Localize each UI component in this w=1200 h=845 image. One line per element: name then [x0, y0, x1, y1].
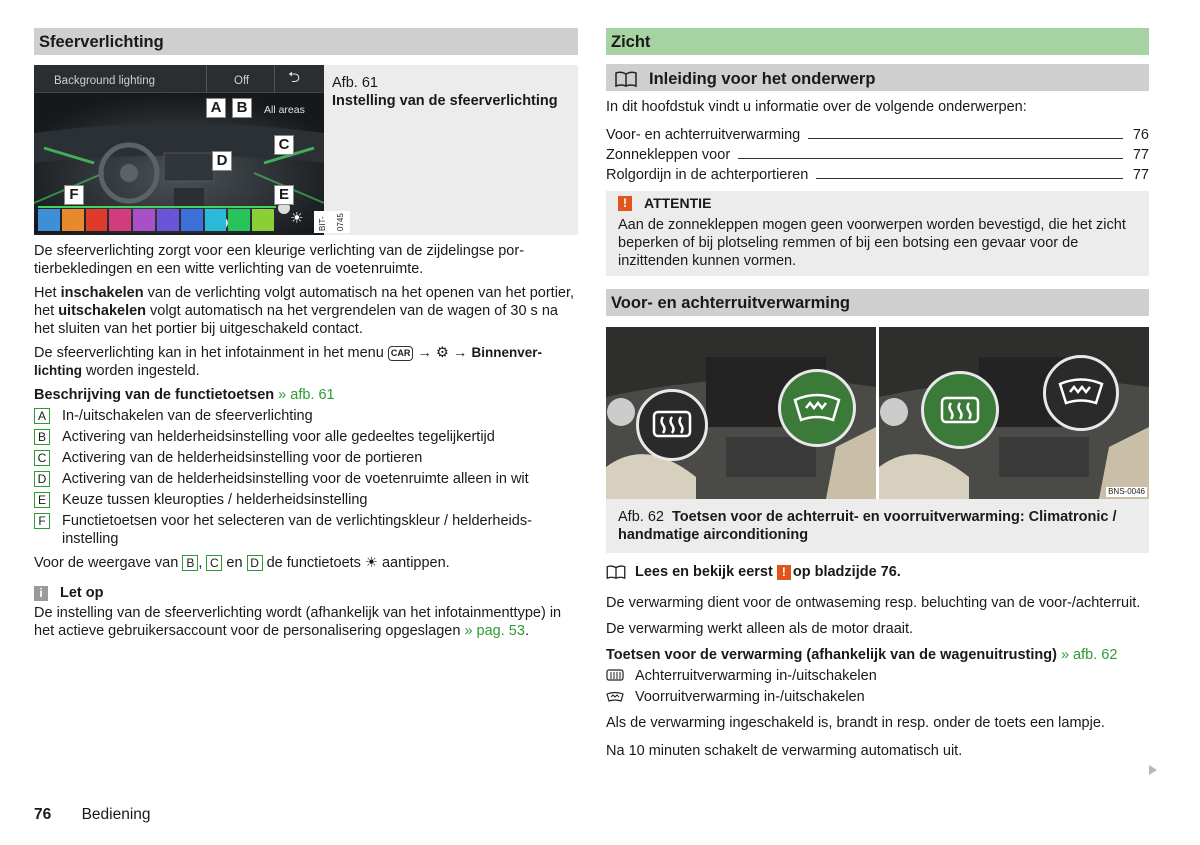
- table-of-contents: [606, 124, 1149, 184]
- continue-arrow-icon: [1149, 765, 1157, 775]
- figure-title: Toetsen voor de achterruit- en voorruitverwarming: Climatronic / handmatige airconditioning: [618, 509, 1117, 543]
- figure-number: Afb. 61: [332, 75, 378, 91]
- section-heading-sfeerverlichting: Sfeerverlichting: [34, 28, 578, 55]
- paragraph: De verwarming dient voor de ontwaseming resp. beluchting van de voor-/achterruit.: [606, 595, 1141, 611]
- right-column: [606, 28, 1149, 766]
- climatronic-photo: [606, 327, 876, 499]
- colour-swatch: [86, 209, 108, 231]
- warning-icon: !: [618, 196, 632, 211]
- list-item: Achterruitverwarming in-/uitschakelen: [606, 667, 1149, 685]
- info-icon: i: [34, 586, 48, 601]
- colour-swatch: [228, 209, 250, 231]
- function-key-list: [34, 407, 578, 548]
- label-e: E: [274, 185, 294, 205]
- attention-label: ATTENTIE: [644, 195, 712, 211]
- attention-text: Aan de zonnekleppen mogen geen voorwerpen worden bevestigd, die het zicht beperken of bij plotseling remmen of bij een botsing een gevaar voor de inzittenden kunnen vormen.: [618, 217, 1126, 269]
- paragraph: De sfeerverlichting zorgt voor een kleurige verlichting van de zijdelingse portierbekledingen en een witte verlichting van de voetenruimte.: [34, 243, 525, 277]
- rear-window-heating-button-callout: [921, 371, 999, 449]
- figure-reference-link[interactable]: » afb. 62: [1060, 647, 1118, 663]
- page-number: 76: [34, 806, 52, 823]
- warning-icon: !: [777, 565, 791, 580]
- toc-entry[interactable]: Voor- en achterruitverwarming 76: [606, 127, 1149, 143]
- figure-62-caption: [606, 499, 1149, 553]
- description-heading: Beschrijving van de functietoetsen » afb. 61: [34, 387, 335, 403]
- book-icon: [615, 71, 637, 87]
- manual-ac-photo: [879, 327, 1149, 499]
- colour-swatch-bar: [38, 209, 274, 231]
- intro-heading: Inleiding voor het onderwerp: [606, 64, 1149, 91]
- rear-window-heating-button-callout: [636, 389, 708, 461]
- toc-entry[interactable]: Zonnekleppen voor 77: [606, 147, 1149, 163]
- label-f: F: [64, 185, 84, 205]
- screen-header-label: Background lighting: [54, 75, 156, 87]
- page-reference-link[interactable]: » pag. 53: [464, 623, 525, 639]
- paragraph: Na 10 minuten schakelt de verwarming automatisch uit.: [606, 743, 963, 759]
- list-item: C Activering van de helderheidsinstelling voor de portieren: [34, 449, 578, 467]
- windscreen-heating-button-callout: [1043, 355, 1119, 431]
- list-item: B Activering van helderheidsinstelling voor alle gedeeltes tegelijkertijd: [34, 428, 578, 446]
- colour-swatch: [62, 209, 84, 231]
- screen-header-value: Off: [234, 75, 250, 87]
- label-c: C: [274, 135, 294, 155]
- list-item: Voorruitverwarming in-/uitschakelen: [606, 688, 1149, 706]
- footer-section: Bediening: [81, 806, 151, 823]
- paragraph-menu: De sfeerverlichting kan in het infotainment in het menu CAR → ⚙ → Binnenverlichting worden ingesteld.: [34, 345, 542, 379]
- colour-swatch: [133, 209, 155, 231]
- figure-61: [34, 65, 578, 235]
- note-heading: Let op: [60, 585, 104, 601]
- infotainment-screen-image: [34, 65, 345, 235]
- label-b: B: [232, 98, 252, 118]
- figure-title: Instelling van de sfeerverlichting: [332, 93, 558, 109]
- rear-window-heating-icon: [606, 669, 626, 683]
- section-heading-zicht: Zicht: [606, 28, 1149, 55]
- keys-heading: Toetsen voor de verwarming (afhankelijk van de wagenuitrusting) » afb. 62: [606, 647, 1118, 663]
- list-item: D Activering van de helderheidsinstelling voor de voetenruimte alleen in wit: [34, 470, 578, 488]
- photo-code: BNS-0046: [1108, 487, 1145, 496]
- figure-61-caption: [324, 65, 578, 235]
- colour-swatch: [38, 209, 60, 231]
- colour-swatch: [157, 209, 179, 231]
- paragraph: De verwarming werkt alleen als de motor draait.: [606, 621, 914, 637]
- page-footer: [34, 806, 151, 824]
- sun-brightness-icon: ☀: [290, 210, 304, 227]
- note-text: De instelling van de sfeerverlichting wordt (afhankelijk van het infotainmenttype) in het actieve gebruikersaccount voor de personalisering opgeslagen » pag. 53.: [34, 605, 562, 639]
- colour-swatch: [252, 209, 274, 231]
- figure-62-photos: [606, 327, 1149, 499]
- figure-reference-link[interactable]: » afb. 61: [278, 387, 335, 403]
- paragraph-switching: Het inschakelen van de verlichting volgt automatisch na het openen van het portier, het uitschakelen volgt automatisch na het vergrendelen van de wagen of 30 s na het sluiten van het portier bij uitgeschakeld contact.: [34, 285, 575, 337]
- list-item: A In-/uitschakelen van de sfeerverlichting: [34, 407, 578, 425]
- intro-text: In dit hoofdstuk vindt u informatie over de volgende onderwerpen:: [606, 99, 1027, 115]
- colour-swatch: [205, 209, 227, 231]
- book-icon: [606, 565, 626, 579]
- back-arrow-icon: ⮌: [288, 69, 301, 86]
- paragraph-display: Voor de weergave van B , C en D de functietoets ☀ aantippen.: [34, 555, 450, 571]
- read-first-line: Lees en bekijk eerst ! op bladzijde 76.: [606, 563, 1149, 581]
- label-d: D: [212, 151, 232, 171]
- colour-swatch: [109, 209, 131, 231]
- list-item: F Functietoetsen voor het selecteren van de verlichtingskleur / helderheidsinstelling: [34, 512, 578, 548]
- figure-number: Afb. 62: [618, 509, 664, 525]
- attention-box: [606, 191, 1149, 276]
- settings-gear-icon: ⚙: [435, 345, 449, 361]
- label-a: A: [206, 98, 226, 118]
- list-item: E Keuze tussen kleuropties / helderheidsinstelling: [34, 491, 578, 509]
- sun-icon: ☀: [364, 555, 378, 571]
- section-heading-heating: Voor- en achterruitverwarming: [606, 289, 1149, 316]
- paragraph: Als de verwarming ingeschakeld is, brandt in resp. onder de toets een lampje.: [606, 715, 1105, 731]
- toc-entry[interactable]: Rolgordijn in de achterportieren 77: [606, 167, 1149, 183]
- all-areas-label: All areas: [264, 104, 305, 116]
- note-block: [34, 584, 578, 640]
- colour-swatch: [181, 209, 203, 231]
- windscreen-heating-icon: [606, 691, 626, 703]
- figure-code: BIT-0745: [314, 211, 350, 233]
- left-column: [34, 28, 578, 646]
- car-button-icon: CAR: [388, 346, 414, 361]
- windscreen-heating-button-callout: [778, 369, 856, 447]
